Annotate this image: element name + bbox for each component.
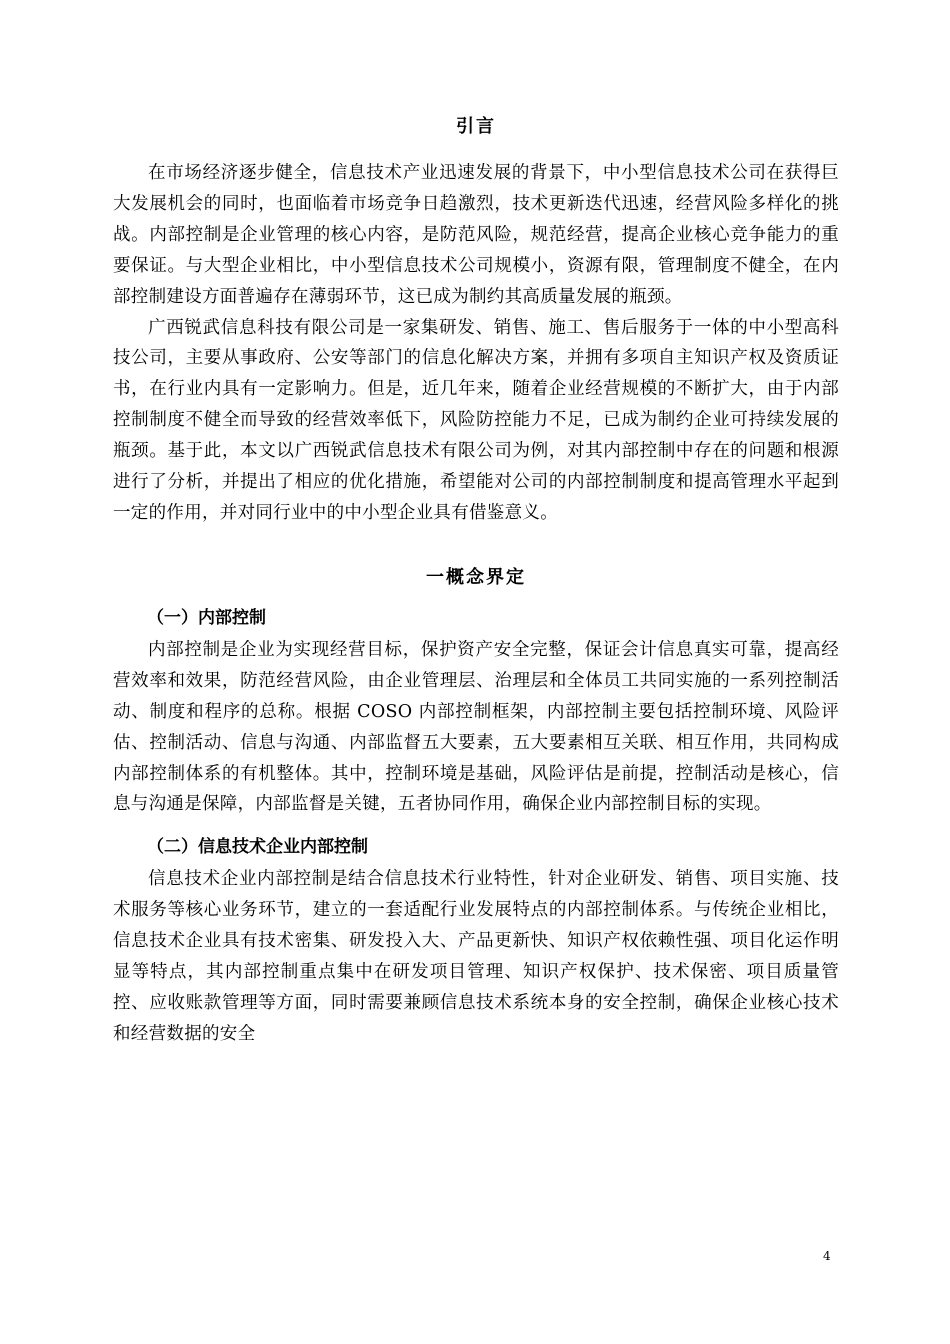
section-title: 一概念界定 — [426, 566, 526, 588]
intro-title: 引言 — [456, 116, 496, 137]
intro-paragraph-2: 广西锐武信息科技有限公司是一家集研发、销售、施工、售后服务于一体的中小型高科技公司，主要从事政府、公安等部门的信息化解决方案，并拥有多项自主知识产权及资质证书，在行业内具有一定影响力。但是，近几年来，随着企业经营规模的不断扩大，由于内部控制制度不健全而导致的经营效率低下，风险防控能力不足，已成为制约企业可持续发展的瓶颈。基于此，本文以广西锐武信息技术有限公司为例，对其内部控制中存在的问题和根源进行了分析，并提出了相应的优化措施，希望能对公司的内部控制制度和提高管理水平起到一定的作用，并对同行业中的中小型企业具有借鉴意义。 — [113, 317, 839, 523]
page-content — [113, 114, 839, 1050]
subsection-paragraph-it-internal-control: 信息技术企业内部控制是结合信息技术行业特性，针对企业研发、销售、项目实施、技术服务等核心业务环节，建立的一套适配行业发展特点的内部控制体系。与传统企业相比，信息技术企业具有技术密集、研发投入大、产品更新快、知识产权依赖性强、项目化运作明显等特点，其内部控制重点集中在研发项目管理、知识产权保护、技术保密、项目质量管控、应收账款管理等方面，同时需要兼顾信息技术系统本身的安全控制，确保企业核心技术和经营数据的安全 — [113, 869, 839, 1044]
intro-paragraph-1: 在市场经济逐步健全，信息技术产业迅速发展的背景下，中小型信息技术公司在获得巨大发展机会的同时，也面临着市场竞争日趋激烈，技术更新迭代迅速，经营风险多样化的挑战。内部控制是企业管理的核心内容，是防范风险，规范经营，提高企业核心竞争能力的重要保证。与大型企业相比，中小型信息技术公司规模小，资源有限，管理制度不健全，在内部控制建设方面普遍存在薄弱环节，这已成为制约其高质量发展的瓶颈。 — [113, 163, 839, 307]
page-number: 4 — [823, 1249, 831, 1263]
spacer — [113, 529, 839, 555]
subsection-heading-internal-control: （一）内部控制 — [147, 607, 266, 628]
subsection-paragraph-internal-control: 内部控制是企业为实现经营目标，保护资产安全完整，保证会计信息真实可靠，提高经营效率和效果，防范经营风险，由企业管理层、治理层和全体员工共同实施的一系列控制活动、制度和程序的总称。根据 COSO 内部控制框架，内部控制主要包括控制环境、风险评估、控制活动、信息与沟通、内部监督五大要素，五大要素相互关联、相互作用，共同构成内部控制体系的有机整体。其中，控制环境是基础，风险评估是前提，控制活动是核心，信息与沟通是保障，内部监督是关键，五者协同作用，确保企业内部控制目标的实现。 — [113, 639, 839, 815]
subsection-heading-it-internal-control: （二）信息技术企业内部控制 — [147, 837, 368, 858]
